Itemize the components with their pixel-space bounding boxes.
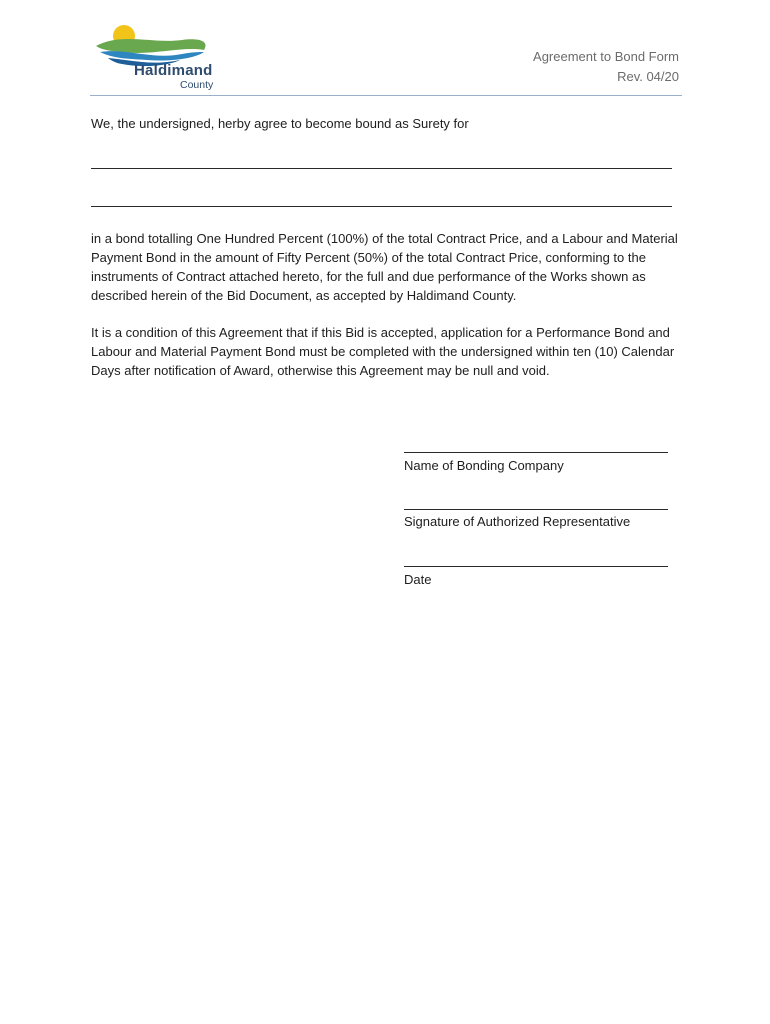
bond-paragraph: in a bond totalling One Hundred Percent (100%) of the total Contract Price, and a Labour and Material Payment Bond in the amount of Fifty Percent (50%) of the total Contract Price, conforming to the instruments of Contract attached hereto, for the full and due performance of the Works shown as described herein of the Bid Document, as accepted by Haldimand County. — [91, 231, 678, 303]
surety-blank-line-2[interactable] — [91, 206, 672, 207]
signature-label: Signature of Authorized Representative — [404, 514, 631, 529]
signature-line[interactable] — [404, 509, 668, 510]
logo-subtitle: County — [180, 79, 214, 91]
surety-blank-line-1[interactable] — [91, 168, 672, 169]
condition-paragraph: It is a condition of this Agreement that if this Bid is accepted, application for a Performance Bond and Labour and Material Payment Bond must be completed with the undersigned within ten (10) Calendar Days after notification of Award, otherwise this Agreement may be null and void. — [91, 325, 675, 378]
intro-text: We, the undersigned, herby agree to become bound as Surety for — [91, 116, 469, 131]
revision: Rev. 04/20 — [617, 69, 679, 84]
form-title: Agreement to Bond Form — [533, 49, 679, 64]
date-line[interactable] — [404, 566, 668, 567]
bonding-company-label: Name of Bonding Company — [404, 458, 564, 473]
haldimand-county-logo — [92, 22, 232, 94]
bonding-company-line[interactable] — [404, 452, 668, 453]
date-label: Date — [404, 572, 432, 587]
logo-name: Haldimand — [134, 62, 213, 79]
header-divider — [90, 95, 682, 96]
header-info — [533, 47, 679, 87]
